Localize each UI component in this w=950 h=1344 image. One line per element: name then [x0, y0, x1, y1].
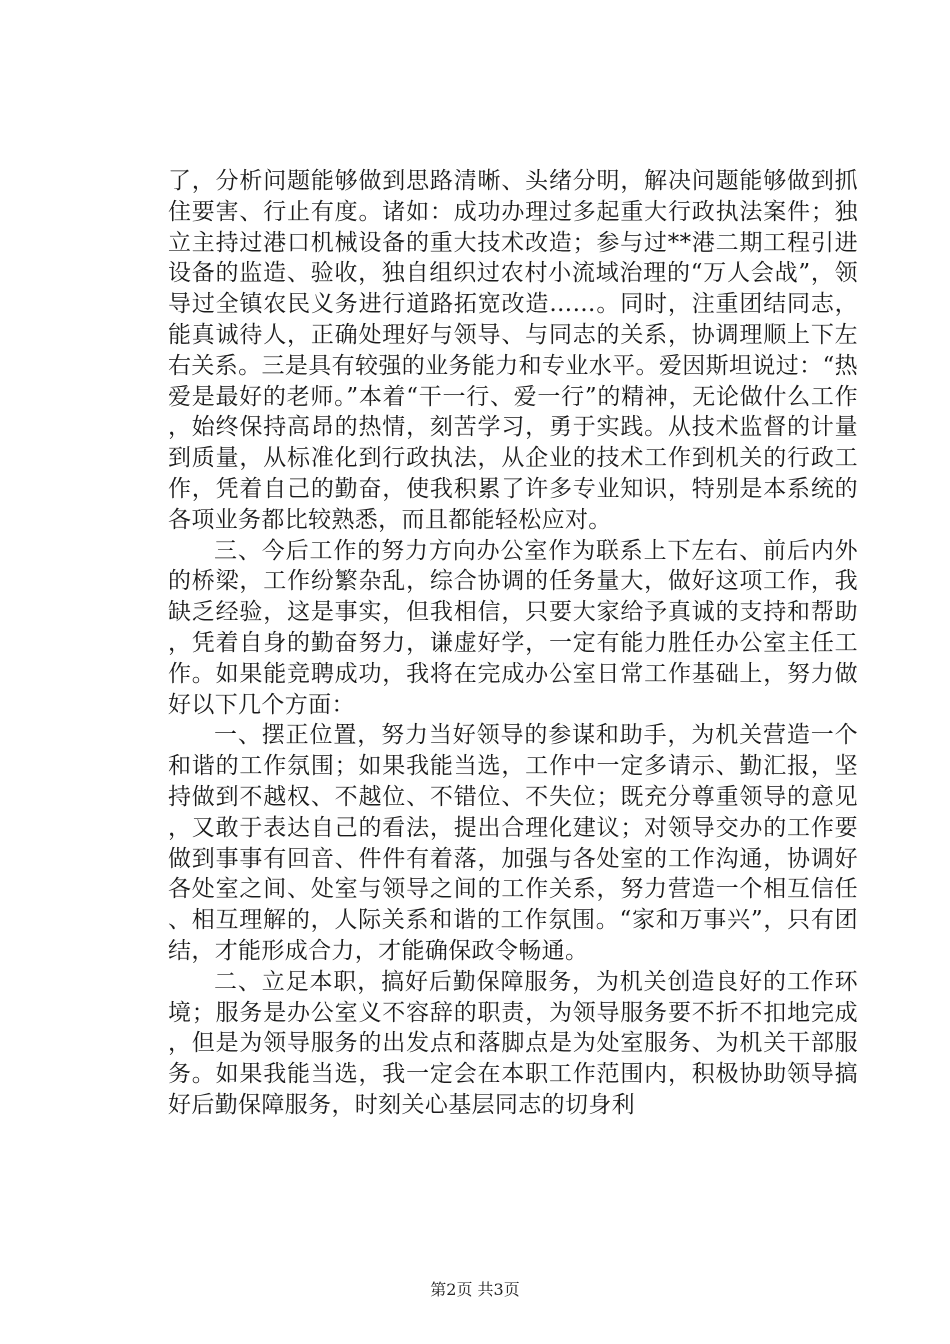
paragraph-point-two: 二、立足本职，搞好后勤保障服务，为机关创造良好的工作环境；服务是办公室义不容辞的职责，为领导服务要不折不扣地完成，但是为领导服务的出发点和落脚点是为处室服务、为机关干部服务。如果我能当选，我一定会在本职工作范围内，积极协助领导搞好后勤保障服务，时刻关心基层同志的切身利 [168, 968, 858, 1118]
page-footer: 第2页 共3页 [430, 1280, 520, 1299]
paragraph-point-one: 一、摆正位置，努力当好领导的参谋和助手，为机关营造一个和谐的工作氛围；如果我能当选，工作中一定多请示、勤汇报，坚持做到不越权、不越位、不错位、不失位；既充分尊重领导的意见，又敢于表达自己的看法，提出合理化建议；对领导交办的工作要做到事事有回音、件件有着落，加强与各处室的工作沟通，协调好各处室之间、处室与领导之间的工作关系，努力营造一个相互信任、相互理解的，人际关系和谐的工作氛围。“家和万事兴”，只有团结，才能形成合力，才能确保政令畅通。 [168, 722, 858, 964]
document-body [168, 166, 858, 1121]
paragraph-continuation: 了，分析问题能够做到思路清晰、头绪分明，解决问题能够做到抓住要害、行止有度。诸如：成功办理过多起重大行政执法案件；独立主持过港口机械设备的重大技术改造；参与过**港二期工程引进设备的监造、验收，独自组织过农村小流域治理的“万人会战”，领导过全镇农民义务进行道路拓宽改造……。同时，注重团结同志，能真诚待人，正确处理好与领导、与同志的关系，协调理顺上下左右关系。三是具有较强的业务能力和专业水平。爱因斯坦说过：“热爱是最好的老师。”本着“干一行、爱一行”的精神，无论做什么工作，始终保持高昂的热情，刻苦学习，勇于实践。从技术监督的计量到质量，从标准化到行政执法，从企业的技术工作到机关的行政工作，凭着自己的勤奋，使我积累了许多专业知识，特别是本系统的各项业务都比较熟悉，而且都能轻松应对。 [168, 168, 858, 533]
paragraph-future-direction: 三、今后工作的努力方向办公室作为联系上下左右、前后内外的桥梁，工作纷繁杂乱，综合协调的任务量大，做好这项工作，我缺乏经验，这是事实，但我相信，只要大家给予真诚的支持和帮助，凭着自身的勤奋努力，谦虚好学，一定有能力胜任办公室主任工作。如果能竞聘成功，我将在完成办公室日常工作基础上，努力做好以下几个方面： [168, 537, 858, 718]
